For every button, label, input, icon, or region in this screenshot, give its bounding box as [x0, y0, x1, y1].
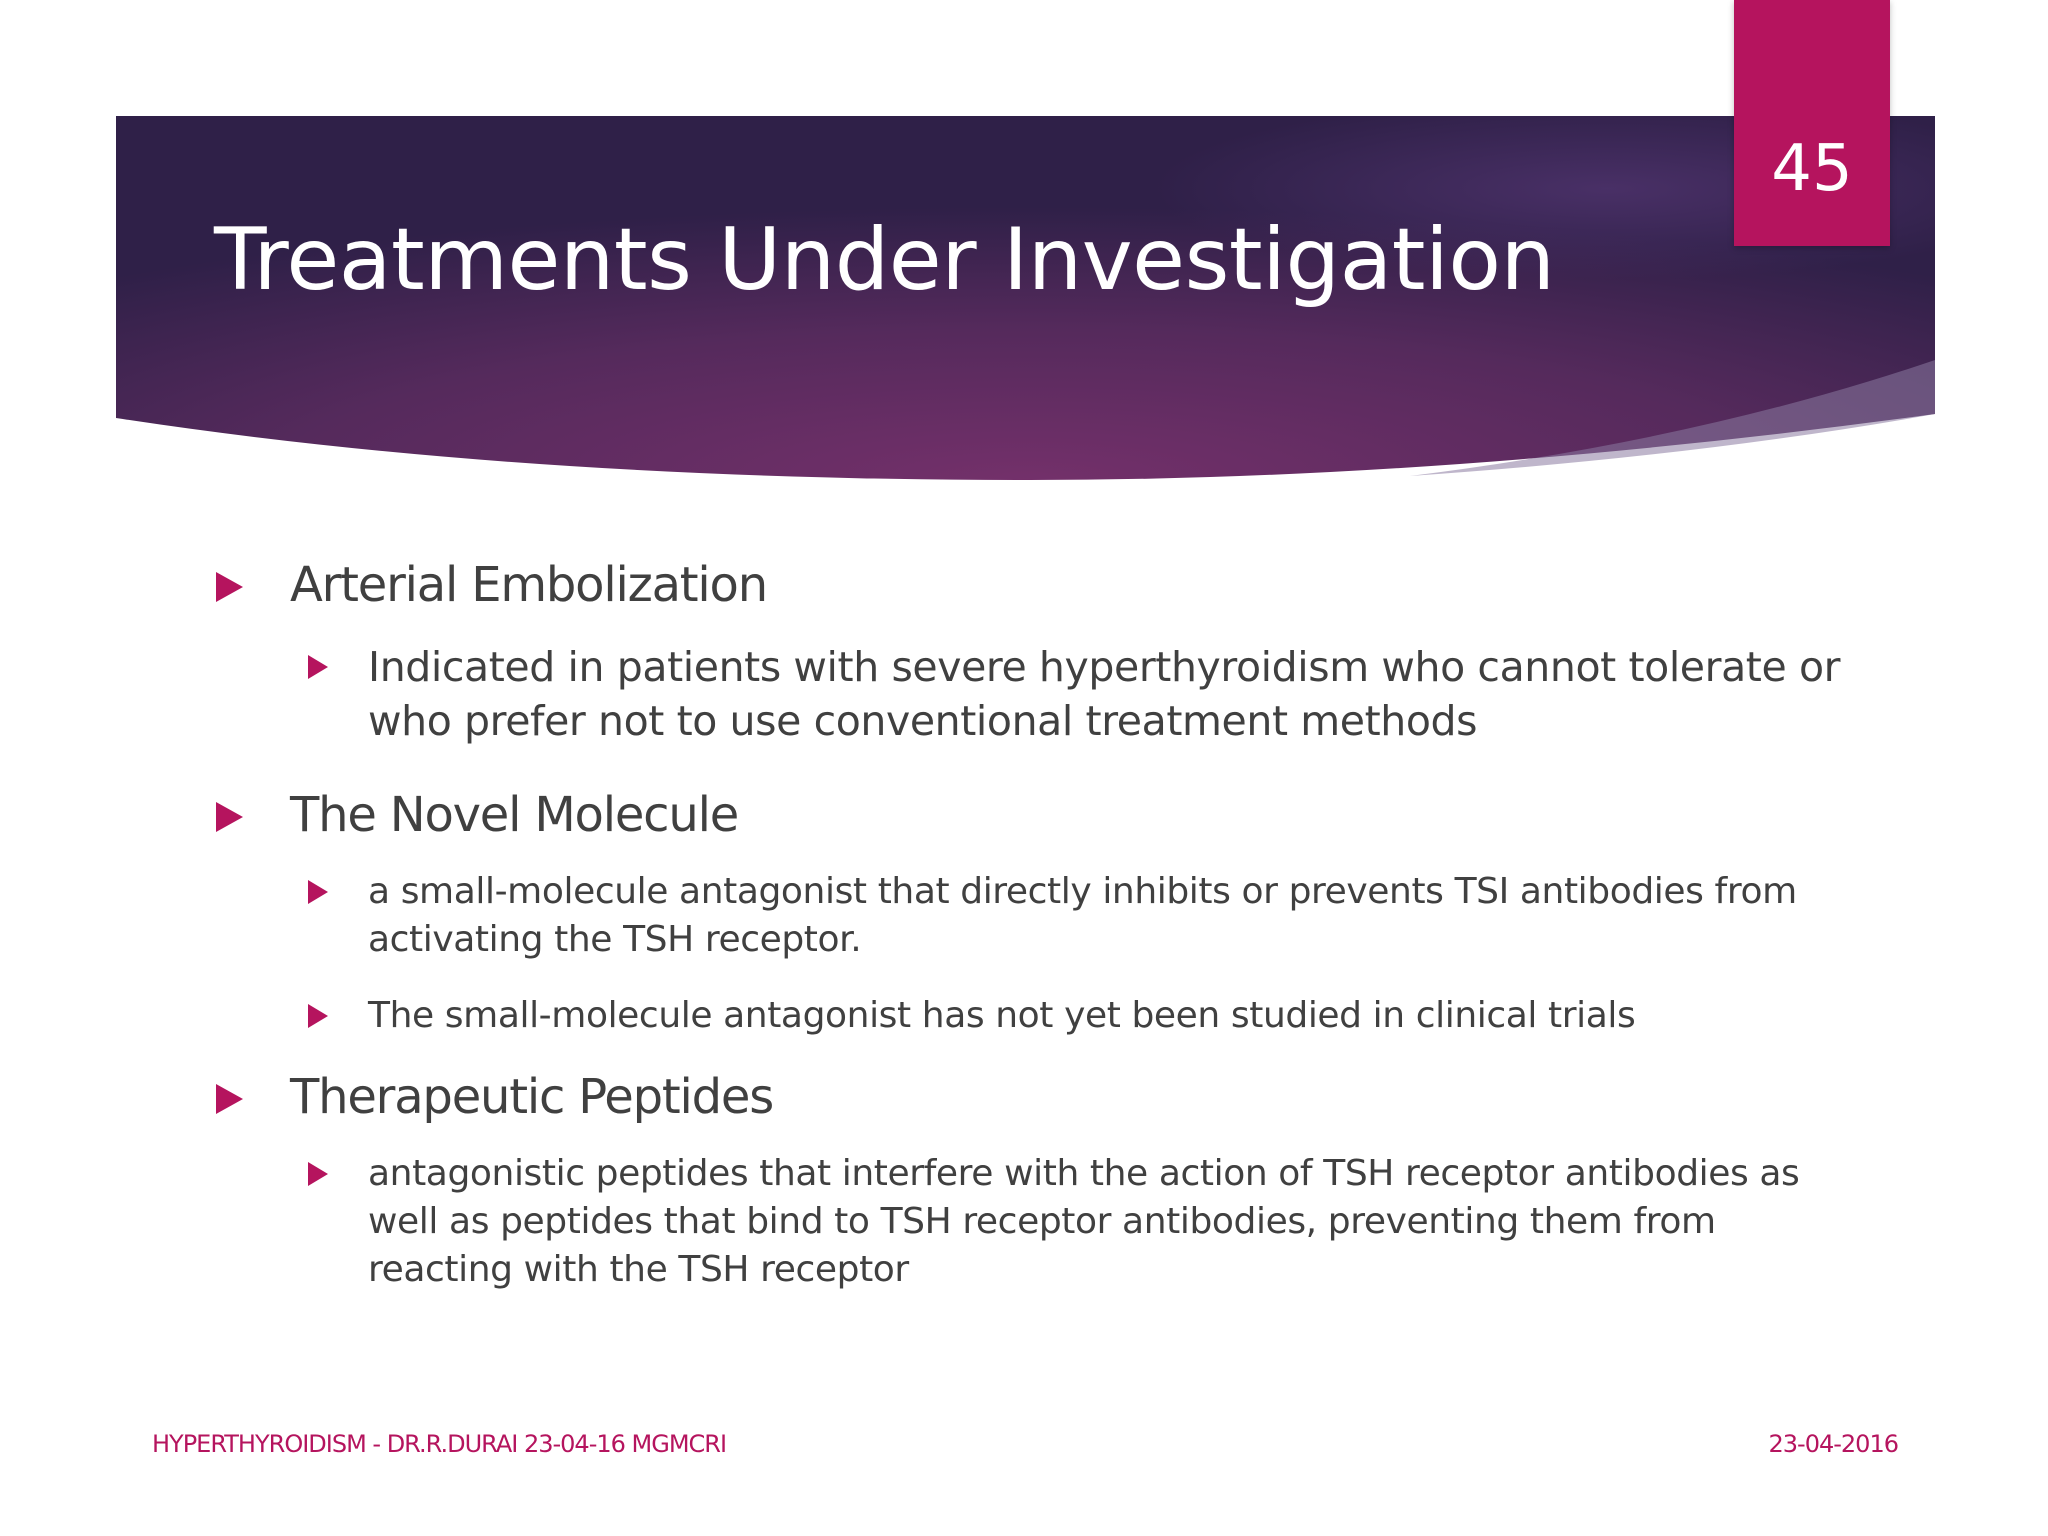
page-number-badge: [1734, 0, 1890, 246]
sub-bullet: Indicated in patients with severe hyperthyroidism who cannot tolerate or who prefer not to use conventional treatment methods: [368, 640, 1854, 748]
sub-bullet: The small-molecule antagonist has not yet been studied in clinical trials: [368, 992, 1854, 1040]
triangle-bullet-icon: [308, 880, 328, 904]
page-number: 45: [1771, 132, 1853, 206]
triangle-bullet-icon: [216, 572, 243, 602]
bullet-heading: Therapeutic Peptides: [214, 1052, 1854, 1142]
bullet-list: [214, 540, 1854, 1294]
slide-title: Treatments Under Investigation: [214, 210, 1555, 310]
bullet-heading: The Novel Molecule: [214, 770, 1854, 860]
footer-date: 23-04-2016: [1768, 1430, 1898, 1458]
bullet-heading: Arterial Embolization: [214, 540, 1854, 630]
list-item: [214, 1052, 1854, 1294]
triangle-bullet-icon: [308, 1004, 328, 1028]
triangle-bullet-icon: [308, 1162, 328, 1186]
triangle-bullet-icon: [308, 655, 328, 679]
list-item: [214, 540, 1854, 748]
triangle-bullet-icon: [216, 1084, 243, 1114]
list-item: [214, 770, 1854, 1040]
sub-bullet: antagonistic peptides that interfere with the action of TSH receptor antibodies as well as peptides that bind to TSH receptor antibodies, preventing them from reacting with the TSH receptor: [368, 1150, 1854, 1294]
footer-presentation-info: HYPERTHYROIDISM - DR.R.DURAI 23-04-16 MGMCRI: [152, 1430, 727, 1458]
sub-bullet: a small-molecule antagonist that directly inhibits or prevents TSI antibodies from activating the TSH receptor.: [368, 868, 1854, 964]
triangle-bullet-icon: [216, 802, 243, 832]
